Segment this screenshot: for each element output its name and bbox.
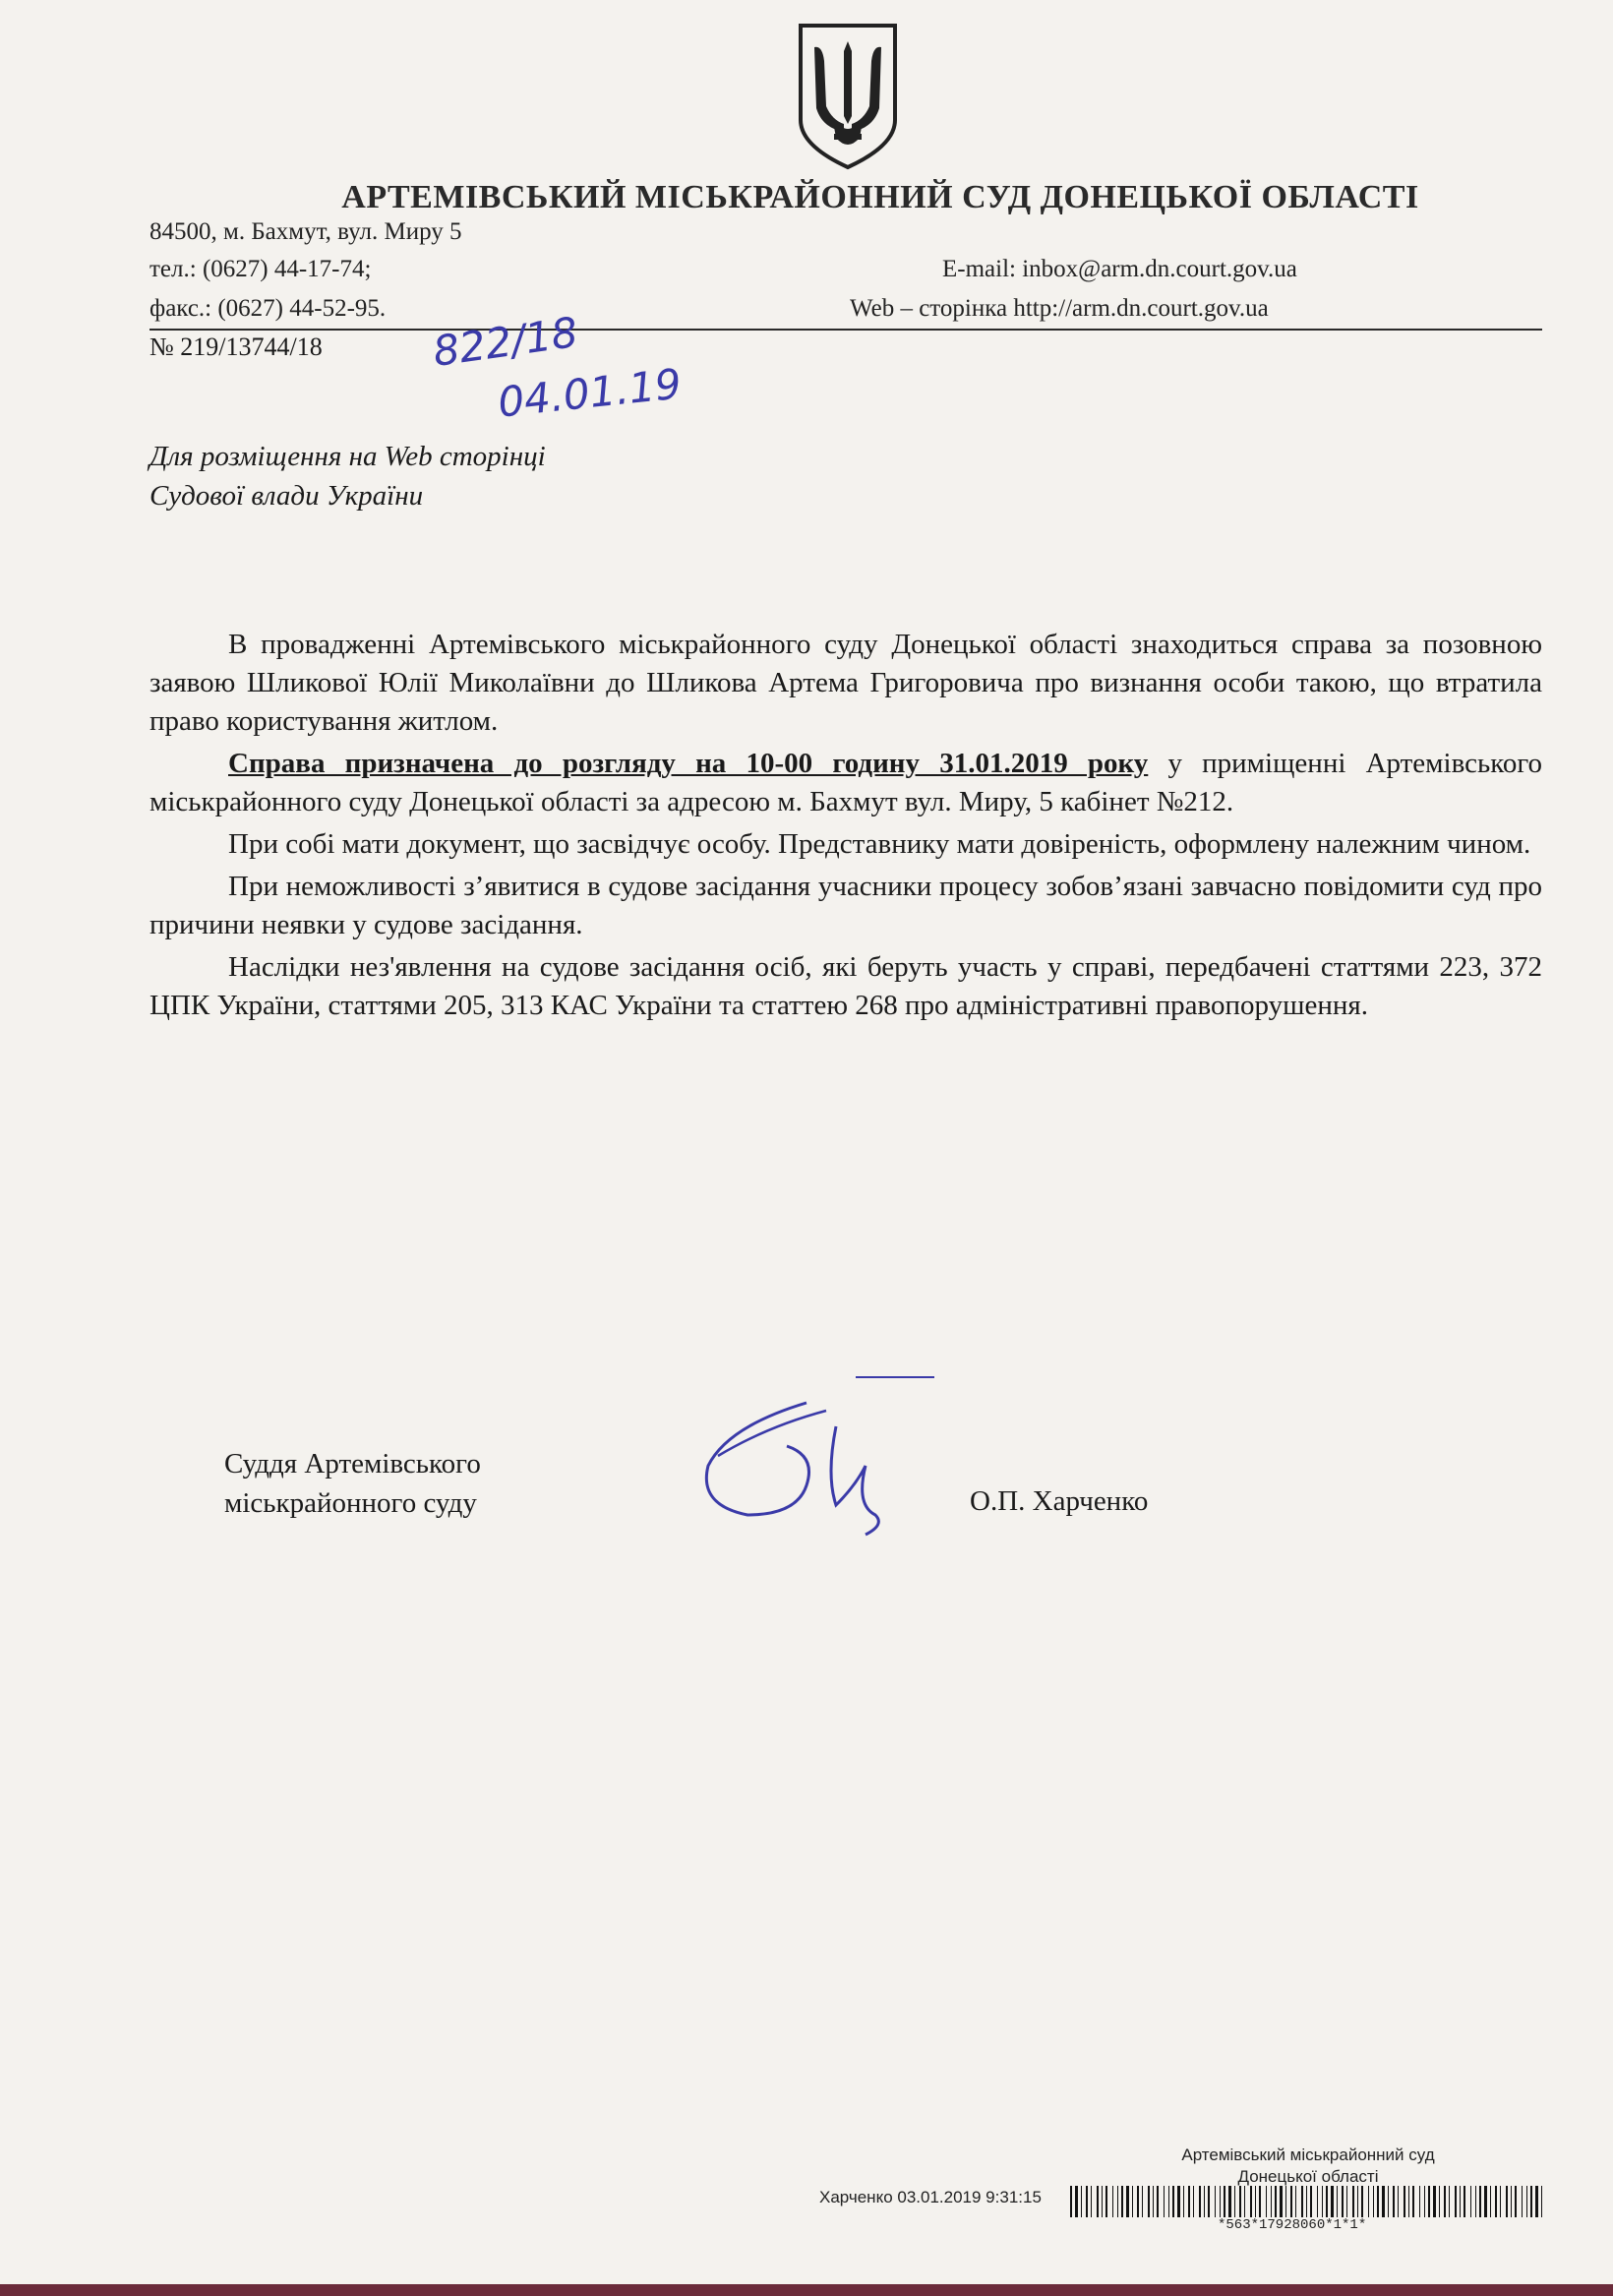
e-signature-court — [1141, 2145, 1475, 2188]
page-edge — [0, 2284, 1613, 2296]
barcode-number: *563*17928060*1*1* — [1218, 2217, 1367, 2233]
hearing-location: у приміщенні Артемівського міськрайонного суду Донецької області за адресою м. Бахмут вул. Миру, 5 кабінет №212. — [149, 748, 1542, 817]
stamp-court-line-2: Донецької області — [1237, 2167, 1379, 2186]
court-name: АРТЕМІВСЬКИЙ МІСЬКРАЙОННИЙ СУД ДОНЕЦЬКОЇ ОБЛАСТІ — [341, 179, 1419, 215]
judge-title-line-2: міськрайонного суду — [224, 1487, 477, 1519]
letter-body — [149, 626, 1542, 1025]
header-divider — [149, 329, 1542, 331]
judge-title — [224, 1444, 481, 1523]
paragraph-absence: При неможливості з’явитися в судове засідання учасники процесу зобов’язані завчасно повідомити суд про причини неявки у судове засідання. — [149, 871, 1542, 940]
purpose-note — [149, 437, 546, 515]
court-phone: тел.: (0627) 44-17-74; — [149, 256, 372, 282]
hearing-date-highlight: Справа призначена до розгляду на 10-00 годину 31.01.2019 року — [228, 748, 1149, 779]
judge-title-line-1: Суддя Артемівського — [224, 1448, 481, 1480]
purpose-line-2: Судової влади України — [149, 480, 424, 512]
court-email: E-mail: inbox@arm.dn.court.gov.ua — [942, 256, 1297, 282]
e-signature-signer: Харченко 03.01.2019 9:31:15 — [819, 2188, 1042, 2206]
stamp-court-line-1: Артемівський міськрайонний суд — [1181, 2145, 1435, 2164]
handwritten-date: 04.01.19 — [495, 359, 685, 427]
purpose-line-1: Для розміщення на Web сторінці — [149, 441, 546, 472]
paragraph-case: В провадженні Артемівського міськрайонного суду Донецької області знаходиться справа за позовною заявою Шликової Юлії Миколаївни до Шликова Артема Григоровича про визнання особи такою, що втратила право користування житлом. — [149, 629, 1542, 737]
judge-name: О.П. Харченко — [970, 1485, 1149, 1517]
paragraph-hearing — [149, 745, 1542, 821]
paragraph-documents: При собі мати документ, що засвідчує особу. Представнику мати довіреність, оформлену належним чином. — [228, 828, 1531, 860]
paragraph-consequences: Наслідки нез'явлення на судове засідання осіб, які беруть участь у справі, передбачені статтями 223, 372 ЦПК України, статтями 205, 313 КАС України та статтею 268 про адміністративні правопорушення. — [149, 951, 1542, 1021]
court-fax: факс.: (0627) 44-52-95. — [149, 295, 387, 322]
registration-number: № 219/13744/18 — [149, 332, 323, 361]
handwritten-signature-icon — [688, 1367, 944, 1544]
handwritten-number: 822/18 — [430, 307, 581, 377]
court-website: Web – сторінка http://arm.dn.court.gov.ua — [850, 295, 1269, 322]
court-address: 84500, м. Бахмут, вул. Миру 5 — [149, 218, 462, 245]
trident-emblem-icon — [793, 22, 903, 171]
